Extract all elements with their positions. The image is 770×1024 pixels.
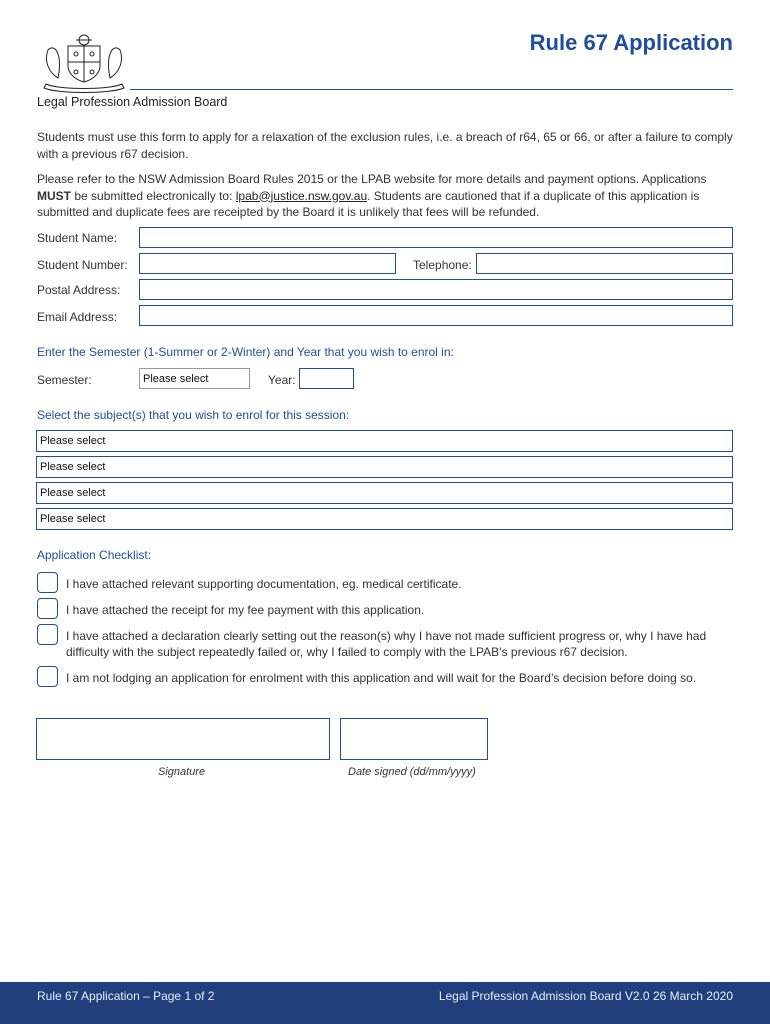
intro-paragraph-1: Students must use this form to apply for a relaxation of the exclusion rules, i.e. a breach of r64, 65 or 66, or after a failure to comply with a previous r67 decision. [37, 130, 733, 161]
footer-page-info: Rule 67 Application – Page 1 of 2 [37, 989, 215, 1003]
footer-version-info: Legal Profession Admission Board V2.0 26 March 2020 [438, 989, 733, 1003]
nsw-coat-of-arms-icon [38, 32, 130, 94]
year-label: Year: [268, 373, 296, 387]
page-footer [0, 982, 770, 1024]
subjects-heading: Select the subject(s) that you wish to enrol for this session: [37, 408, 350, 422]
lpab-email-link[interactable]: lpab@justice.nsw.gov.au [235, 188, 368, 203]
semester-heading: Enter the Semester (1-Summer or 2-Winter) and Year that you wish to enrol in: [37, 345, 454, 359]
header-divider [130, 89, 733, 90]
checklist-item-4: I am not lodging an application for enrolment with this application and will wait for the Board’s decision before doing so. [66, 671, 697, 685]
checklist-checkbox-2[interactable] [37, 598, 58, 619]
telephone-label: Telephone: [413, 258, 472, 272]
subject-select-2[interactable]: Please select [36, 456, 733, 478]
date-signed-input[interactable] [340, 718, 488, 760]
signature-caption: Signature [158, 766, 206, 778]
email-address-input[interactable] [139, 305, 733, 326]
intro-text-c: . Students are cautioned that if a duplicate of this application is submitted and duplicate fees are receipted by the Board it is unlikely that fees will be refunded. [37, 188, 700, 219]
subject-select-4[interactable]: Please select [36, 508, 733, 530]
checklist-checkbox-3[interactable] [37, 624, 58, 645]
checklist-item-1: I have attached relevant supporting documentation, eg. medical certificate. [66, 577, 462, 591]
year-input[interactable] [299, 368, 354, 389]
student-name-input[interactable] [139, 227, 733, 248]
semester-label: Semester: [37, 373, 92, 387]
subject-select-1[interactable]: Please select [36, 430, 733, 452]
checklist-heading: Application Checklist: [37, 548, 152, 562]
email-address-label: Email Address: [37, 310, 118, 324]
intro-text-b: be submitted electronically to: [71, 188, 236, 203]
board-name: Legal Profession Admission Board [37, 95, 228, 109]
date-signed-caption: Date signed (dd/mm/yyyy) [348, 766, 476, 778]
student-number-input[interactable] [139, 253, 396, 274]
student-number-label: Student Number: [37, 258, 128, 272]
semester-select[interactable]: Please select [139, 368, 250, 389]
intro-must: MUST [37, 188, 71, 203]
subject-select-3[interactable]: Please select [36, 482, 733, 504]
intro-paragraph-2 [37, 171, 737, 221]
checklist-item-2: I have attached the receipt for my fee payment with this application. [66, 603, 425, 617]
checklist-checkbox-4[interactable] [37, 666, 58, 687]
postal-address-input[interactable] [139, 279, 733, 300]
student-name-label: Student Name: [37, 231, 118, 245]
telephone-input[interactable] [476, 253, 733, 274]
page-title: Rule 67 Application [529, 30, 733, 55]
signature-box[interactable] [36, 718, 330, 760]
checklist-checkbox-1[interactable] [37, 572, 58, 593]
checklist-item-3: I have attached a declaration clearly setting out the reason(s) why I have not made sufficient progress or, why I have had difficulty with the subject repeatedly failed or, why I failed to comply with the LPAB’s previous r67 decision. [66, 629, 707, 659]
intro-text-a: Please refer to the NSW Admission Board Rules 2015 or the LPAB website for more details and payment options. Applications [37, 172, 707, 186]
postal-address-label: Postal Address: [37, 283, 121, 297]
